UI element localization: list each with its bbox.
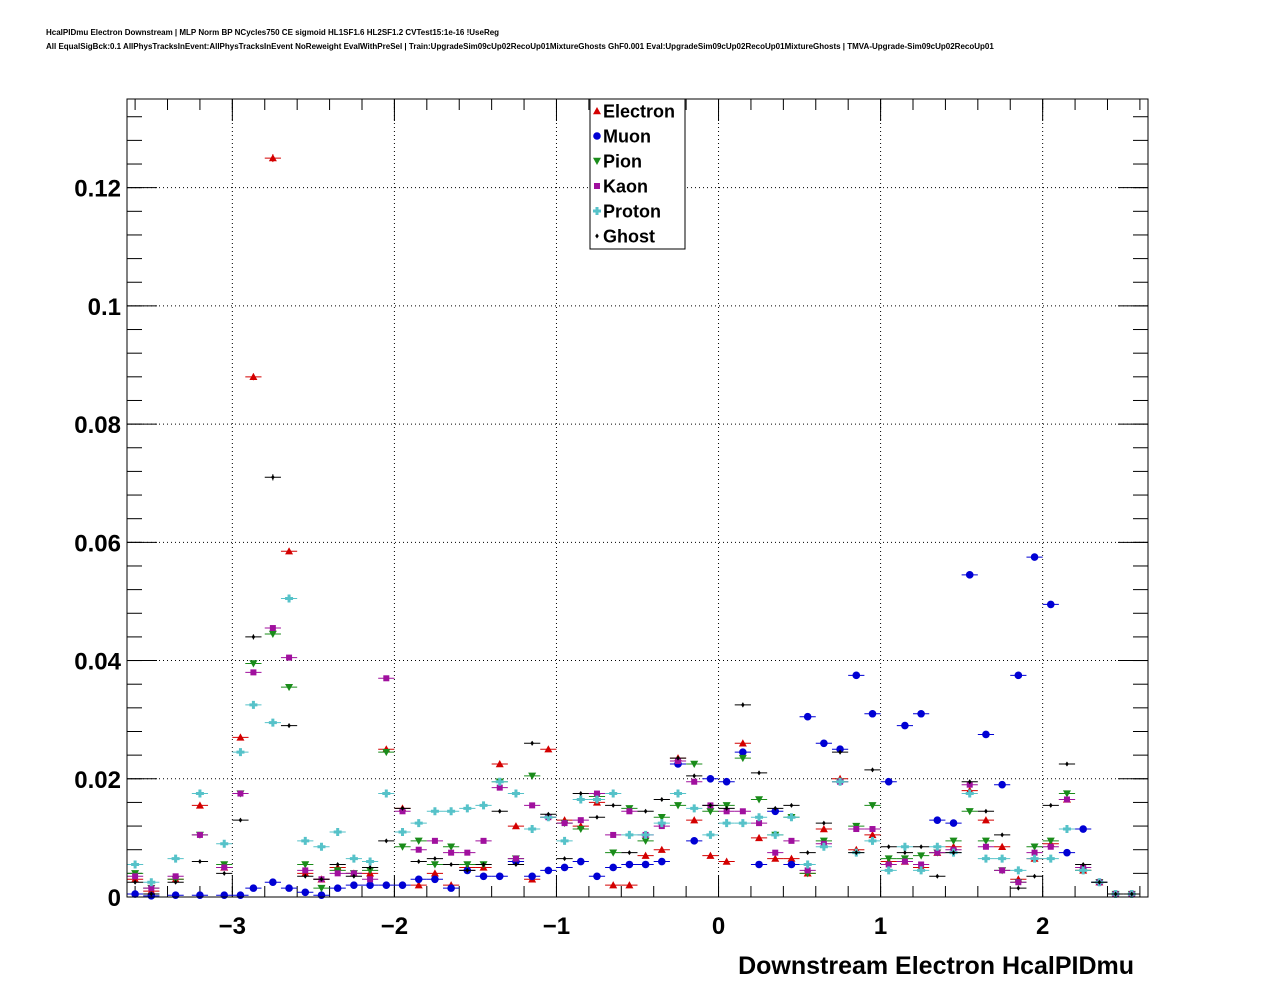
data-point [269,878,277,886]
data-point [692,773,696,778]
data-point [463,804,471,812]
data-point [626,808,632,814]
y-tick-label: 0.1 [87,293,121,321]
data-point [1000,832,1004,837]
data-point [383,675,389,681]
data-point [706,831,714,839]
title-line-1: HcalPIDmu Electron Downstream | MLP Norm BP NCycles750 CE sigmoid HL1SF1.6 HL2SF1.2 CVTest15:1e-16 !UseReg [46,28,500,37]
data-point [593,873,601,881]
data-point [512,790,520,798]
data-point [447,807,455,815]
x-tick-label: −1 [542,913,571,940]
data-point [529,802,535,808]
data-point [287,723,291,728]
series-ghost [127,474,1140,896]
data-point [1063,825,1071,833]
data-point [530,741,534,746]
data-point [197,832,203,838]
data-point [561,837,569,845]
data-point [481,838,487,844]
x-tick-label: −2 [380,913,409,940]
y-tick-label: 0.04 [74,648,121,676]
data-point [480,801,488,809]
title-line-2: All EqualSigBck:0.1 AllPhysTracksInEvent:AllPhysTracksInEvent NoReweight EvalWithPreSel | Train:UpgradeSim09cUp02RecoUp01MixtureGhosts GhF0.001 Eval:UpgradeSim09cUp02RecoUp01MixtureGhosts | TMVA-Upgrade-Sim09cUp02RecoUp01 [46,42,994,51]
data-point [448,850,454,856]
data-point [885,778,893,786]
data-point [1064,796,1070,802]
series-electron [127,151,1140,897]
marker-layer [127,151,1140,900]
data-point [772,850,778,856]
data-point [690,804,698,812]
data-point [887,844,891,849]
data-point [1033,874,1037,879]
data-point [222,871,226,876]
data-point [950,819,958,827]
data-point [301,888,309,896]
data-point [577,858,585,866]
data-point [1065,762,1069,767]
data-point [385,838,389,843]
data-point [625,831,633,839]
data-point [173,873,179,879]
legend [590,99,685,249]
data-point [545,867,553,875]
data-point [901,722,909,730]
data-point [301,837,309,845]
data-point [431,875,439,883]
data-point [464,850,470,856]
data-point [285,594,293,602]
data-point [383,881,391,889]
x-tick-label: −3 [218,913,247,940]
data-point [822,821,826,826]
data-point [919,844,923,849]
data-point [1014,866,1022,874]
data-point [790,803,794,808]
legend-marker-muon [593,132,601,140]
data-point [220,840,228,848]
x-tick-label: 1 [873,913,888,940]
data-point [350,881,358,889]
data-point [366,881,374,889]
data-point [196,891,204,899]
data-point [237,791,243,797]
data-point [579,791,583,796]
data-point [611,803,615,808]
data-point [999,867,1005,873]
data-point [917,710,925,718]
data-point [237,891,245,899]
data-point [334,828,342,836]
legend-label-muon: Muon [603,126,651,147]
data-point [869,826,875,832]
data-point [628,850,632,855]
data-point [755,813,763,821]
data-point [723,819,731,827]
data-point [1017,886,1021,891]
data-point [221,864,227,870]
data-point [707,775,715,783]
data-point [432,838,438,844]
data-point [966,571,974,579]
data-point [528,873,536,881]
data-point [723,778,731,786]
series-kaon [127,625,1140,897]
data-point [498,809,502,814]
data-point [496,873,504,881]
data-point [1015,672,1023,680]
data-point [804,860,812,868]
data-point [609,864,617,872]
data-point [302,867,308,873]
data-point [806,850,810,855]
data-point [739,819,747,827]
data-point [903,850,907,855]
data-point [416,847,422,853]
data-point [902,859,908,865]
data-point [788,838,794,844]
data-point [674,790,682,798]
x-axis-title: Downstream Electron HcalPIDmu [738,952,1134,980]
data-point [610,832,616,838]
data-point [1047,855,1055,863]
data-point [269,719,277,727]
data-point [335,870,341,876]
data-point [739,748,747,756]
data-point [1048,844,1054,850]
data-point [853,826,859,832]
data-point [220,891,228,899]
data-point [286,655,292,661]
data-point [382,790,390,798]
data-point [934,816,942,824]
data-point [271,475,275,480]
data-point [350,855,358,863]
data-point [399,881,407,889]
data-point [196,790,204,798]
data-point [757,770,761,775]
data-point [691,779,697,785]
data-point [852,672,860,680]
data-point [1031,553,1039,561]
data-point [1049,803,1053,808]
y-tick-label: 0.08 [74,412,121,440]
data-point [642,861,650,869]
data-point [741,702,745,707]
data-point [1047,601,1055,609]
y-tick-label: 0.06 [74,530,121,558]
data-point [239,818,243,823]
data-point [236,748,244,756]
data-point [449,862,453,867]
data-point [936,874,940,879]
x-tick-label: 2 [1035,913,1050,940]
data-point [690,837,698,845]
legend-label-proton: Proton [603,201,661,222]
x-tick-label: 0 [711,913,726,940]
data-point [252,634,256,639]
data-point [561,864,569,872]
data-point [250,884,258,892]
data-point [528,825,536,833]
data-point [788,861,796,869]
data-point [577,795,585,803]
data-point [820,740,828,748]
data-point [399,828,407,836]
data-point [982,731,990,739]
data-point [660,797,664,802]
data-point [447,884,455,892]
data-point [367,876,373,882]
data-point [415,875,423,883]
data-point [644,809,648,814]
data-point [998,855,1006,863]
data-point [270,625,276,631]
data-point [658,858,666,866]
data-point [318,891,326,899]
data-point [755,861,763,869]
data-point [984,809,988,814]
data-point [317,843,325,851]
data-point [871,767,875,772]
data-point [480,873,488,881]
data-point [562,820,568,826]
data-point [578,817,584,823]
data-point [250,669,256,675]
data-point [249,701,257,709]
data-point [595,815,599,820]
legend-label-kaon: Kaon [603,176,648,197]
data-point [334,884,342,892]
data-point [431,807,439,815]
data-point [172,891,180,899]
data-point [1063,849,1071,857]
data-point [131,860,139,868]
legend-label-pion: Pion [603,151,642,172]
data-point [869,710,877,718]
legend-label-ghost: Ghost [603,226,655,247]
data-point [983,844,989,850]
data-point [1015,879,1021,885]
data-point [285,884,293,892]
legend-marker-kaon [594,183,600,189]
data-point [417,859,421,864]
data-point [998,781,1006,789]
y-tick-label: 0.02 [74,766,121,794]
data-point [513,856,519,862]
data-point [1079,825,1087,833]
data-point [415,819,423,827]
data-point [198,859,202,864]
y-tick-label: 0.12 [74,175,121,203]
data-point [609,790,617,798]
data-point [982,855,990,863]
data-point [132,873,138,879]
data-point [885,866,893,874]
y-tick-label: 0 [107,885,121,912]
data-point [433,856,437,861]
data-point [366,858,374,866]
data-point [563,856,567,861]
data-point [626,861,634,869]
data-point [804,713,812,721]
legend-label-electron: Electron [603,101,676,122]
data-point [172,855,180,863]
data-point [740,808,746,814]
data-point [901,843,909,851]
